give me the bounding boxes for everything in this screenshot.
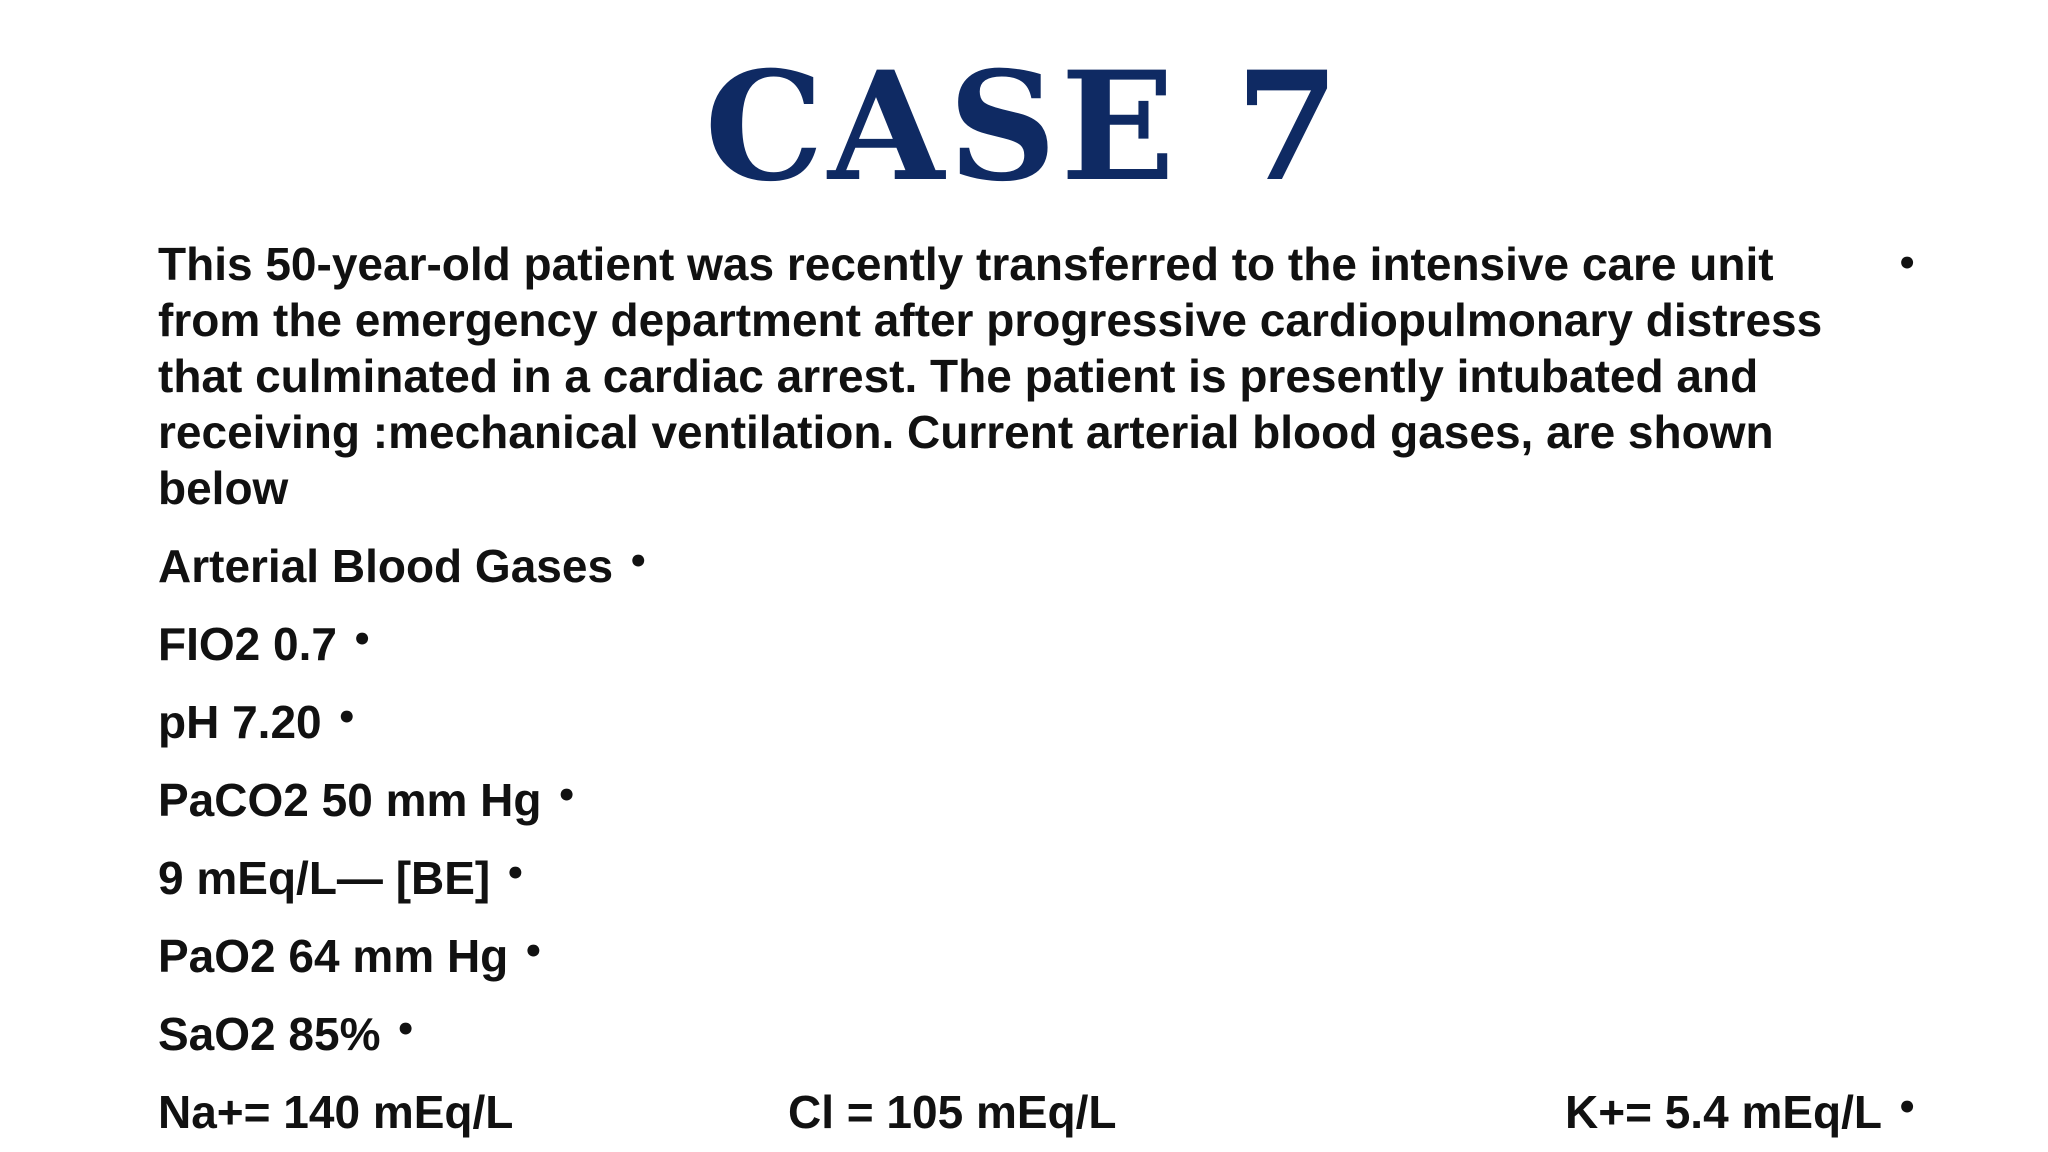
- case-description-text: This 50-year-old patient was recently transferred to the intensive care unit from the emergency department after progressive cardiopulmonary distress that culminated in a cardiac arrest. The patient is presently intubated and receiving :mechanical ventilation. Current arterial blood gases, are shown below: [158, 238, 1823, 514]
- bullet-icon: •: [627, 542, 650, 582]
- list-item-sao2: [158, 1006, 416, 1062]
- list-item-text: 9 mEq/L— [BE]: [158, 852, 491, 904]
- bullet-icon: •: [335, 698, 358, 738]
- bullet-icon: •: [555, 776, 578, 816]
- list-item-electrolytes: [158, 1084, 1918, 1140]
- list-item-paco2: [158, 772, 577, 828]
- list-item-text: pH 7.20: [158, 696, 322, 748]
- bullet-icon: •: [394, 1010, 417, 1050]
- list-item-text: Arterial Blood Gases: [158, 540, 614, 592]
- list-item-abg-heading: [158, 538, 649, 594]
- list-item-text: SaO2 85%: [158, 1008, 381, 1060]
- sodium-value: Na+= 140 mEq/L: [158, 1086, 514, 1138]
- slide-title: CASE 7: [704, 39, 1344, 215]
- list-item-text: PaO2 64 mm Hg: [158, 930, 509, 982]
- bullet-icon: •: [522, 932, 545, 972]
- list-item-base-excess: [158, 850, 526, 906]
- bullet-icon: •: [504, 854, 527, 894]
- bullet-icon: •: [1896, 1088, 1918, 1128]
- list-item-fio2: [158, 616, 373, 672]
- potassium-value: K+= 5.4 mEq/L: [1564, 1086, 1882, 1138]
- case-description: [158, 236, 1918, 516]
- list-item-pao2: [158, 928, 544, 984]
- list-item-ph: [158, 694, 358, 750]
- list-item-text: FIO2 0.7: [158, 618, 337, 670]
- bullet-icon: •: [1896, 244, 1918, 284]
- chloride-value: Cl = 105 mEq/L: [788, 1086, 1117, 1138]
- slide-body: [158, 236, 1918, 1140]
- list-item-text: PaCO2 50 mm Hg: [158, 774, 542, 826]
- bullet-icon: •: [351, 620, 373, 660]
